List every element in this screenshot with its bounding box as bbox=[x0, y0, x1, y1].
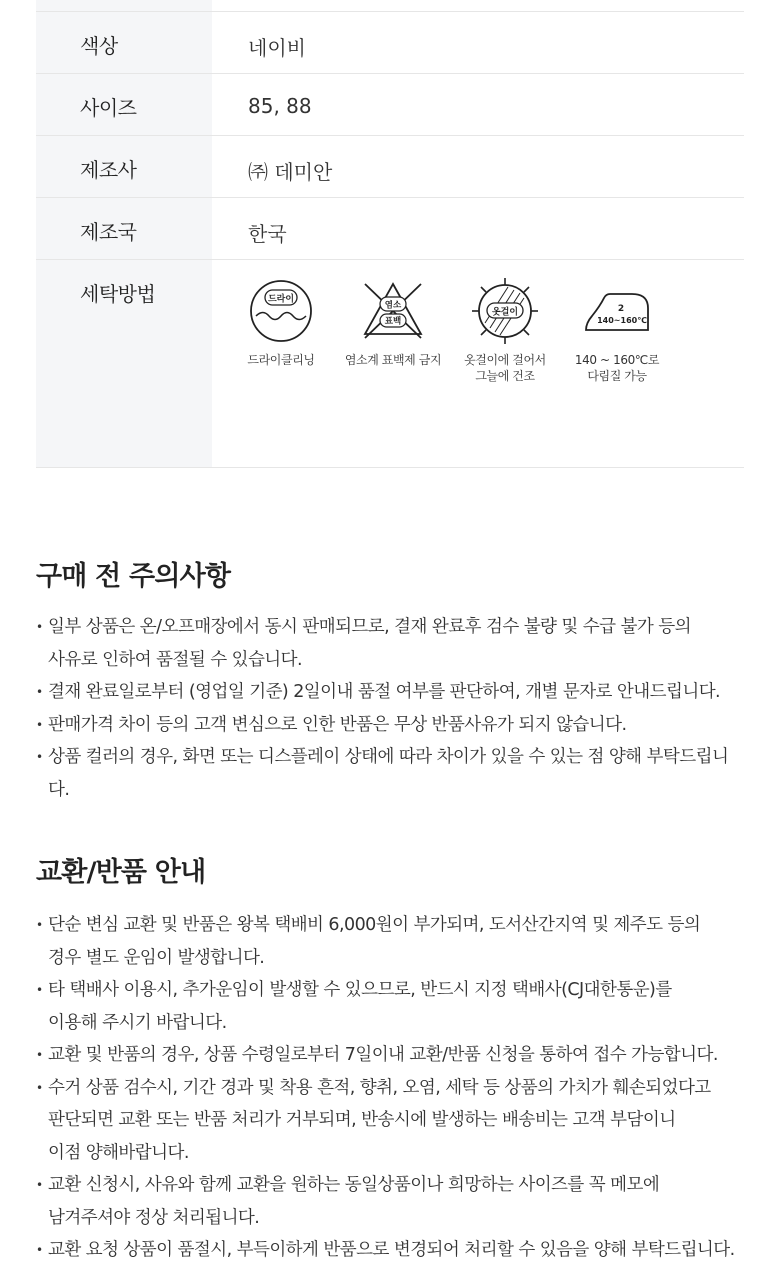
spec-value: 85, 88 bbox=[248, 94, 312, 118]
list-item-line: • 교환 및 반품의 경우, 상품 수령일로부터 7일이내 교환/반품 신청을 통하여 접수 가능합니다. bbox=[48, 1045, 718, 1065]
care-item-iron bbox=[562, 276, 672, 384]
list-item bbox=[36, 709, 746, 742]
list-item-line: 사유로 인하여 품절될 수 있습니다. bbox=[48, 649, 303, 670]
list-item-line: 이용해 주시기 바랍니다. bbox=[48, 1012, 227, 1033]
spec-row-size bbox=[36, 74, 744, 136]
spec-label: 사이즈 bbox=[36, 74, 212, 135]
care-label-line: 다림질 가능 bbox=[587, 369, 647, 383]
list-item bbox=[36, 1234, 746, 1267]
returns-list bbox=[36, 909, 746, 1267]
no-bleach-icon bbox=[358, 276, 428, 346]
spec-row-country bbox=[36, 198, 744, 260]
spec-value: 네이비 bbox=[248, 36, 306, 60]
precautions-title: 구매 전 주의사항 bbox=[36, 561, 231, 592]
care-instructions bbox=[248, 276, 744, 406]
care-label-line: 그늘에 건조 bbox=[475, 369, 535, 383]
spec-row-care bbox=[36, 260, 744, 468]
no-bleach-icon-text-top: 염소 bbox=[384, 300, 402, 311]
list-item bbox=[36, 611, 746, 676]
care-item-dry-clean bbox=[226, 276, 336, 368]
hang-dry-icon-text: 옷걸이 bbox=[491, 307, 519, 318]
list-item bbox=[36, 1072, 746, 1170]
list-item-line: • 결재 완료일로부터 (영업일 기준) 2일이내 품절 여부를 판단하여, 개별 문자로 안내드립니다. bbox=[48, 682, 721, 702]
list-item bbox=[36, 909, 746, 974]
care-label: 염소계 표백제 금지 bbox=[344, 353, 442, 367]
no-bleach-icon-text-bottom: 표백 bbox=[384, 316, 402, 327]
care-label-line: 옷걸이에 걸어서 bbox=[464, 353, 546, 367]
care-label-line: 140 ~ 160℃로 bbox=[574, 353, 660, 367]
list-item-line: • 상품 컬러의 경우, 화면 또는 디스플레이 상태에 따라 차이가 있을 수 있는 점 양해 부탁드립니다. bbox=[48, 747, 729, 800]
precautions-list bbox=[36, 611, 746, 806]
list-item bbox=[36, 676, 746, 709]
dry-clean-icon bbox=[246, 276, 316, 346]
list-item-line: • 교환 신청시, 사유와 함께 교환을 원하는 동일상품이나 희망하는 사이즈를 꼭 메모에 bbox=[48, 1175, 660, 1195]
care-label bbox=[562, 352, 672, 384]
spec-label: 제조사 bbox=[36, 136, 212, 197]
spec-row-color bbox=[36, 12, 744, 74]
dry-clean-icon-text: 드라이 bbox=[267, 294, 295, 305]
spec-label: 세탁방법 bbox=[36, 260, 212, 467]
care-label: 드라이클리닝 bbox=[247, 353, 315, 367]
list-item-line: • 교환 요청 상품이 품절시, 부득이하게 반품으로 변경되어 처리할 수 있음을 양해 부탁드립니다. bbox=[48, 1240, 735, 1260]
iron-icon-text-top: 2 bbox=[617, 304, 625, 314]
list-item-line: • 판매가격 차이 등의 고객 변심으로 인한 반품은 무상 반품사유가 되지 않습니다. bbox=[48, 714, 627, 735]
spec-label: 색상 bbox=[36, 12, 212, 73]
care-item-no-bleach bbox=[338, 276, 448, 368]
care-label bbox=[450, 352, 560, 384]
list-item bbox=[36, 1169, 746, 1234]
list-item-line: • 일부 상품은 온/오프매장에서 동시 판매되므로, 결재 완료후 검수 불량 및 수급 불가 등의 bbox=[48, 617, 691, 637]
care-item-hang-dry bbox=[450, 276, 560, 384]
list-item-line: • 수거 상품 검수시, 기간 경과 및 착용 흔적, 향취, 오염, 세탁 등 상품의 가치가 훼손되었다고 bbox=[48, 1077, 711, 1098]
spec-label: 제조국 bbox=[36, 198, 212, 259]
spec-row-manufacturer bbox=[36, 136, 744, 198]
iron-icon-text-bottom: 140~160℃ bbox=[597, 316, 647, 325]
iron-icon bbox=[582, 276, 652, 346]
list-item bbox=[36, 1039, 746, 1072]
returns-title: 교환/반품 안내 bbox=[36, 857, 206, 888]
hang-dry-shade-icon bbox=[470, 276, 540, 346]
list-item-line: 이점 양해바랍니다. bbox=[48, 1142, 189, 1163]
list-item bbox=[36, 974, 746, 1039]
spec-value: 한국 bbox=[248, 222, 287, 246]
list-item-line: 판단되면 교환 또는 반품 처리가 거부되며, 반송시에 발생하는 배송비는 고객 부담이니 bbox=[48, 1110, 676, 1130]
list-item-line: 남겨주셔야 정상 처리됩니다. bbox=[48, 1207, 260, 1228]
list-item-line: • 단순 변심 교환 및 반품은 왕복 택배비 6,000원이 부가되며, 도서산간지역 및 제주도 등의 bbox=[48, 915, 701, 935]
list-item bbox=[36, 741, 746, 806]
spec-table-top-edge bbox=[36, 0, 744, 12]
spec-value: ㈜ 데미안 bbox=[248, 160, 333, 184]
list-item-line: • 타 택배사 이용시, 추가운임이 발생할 수 있으므로, 반드시 지정 택배사(CJ대한통운)를 bbox=[48, 980, 672, 1000]
list-item-line: 경우 별도 운임이 발생합니다. bbox=[48, 947, 265, 968]
